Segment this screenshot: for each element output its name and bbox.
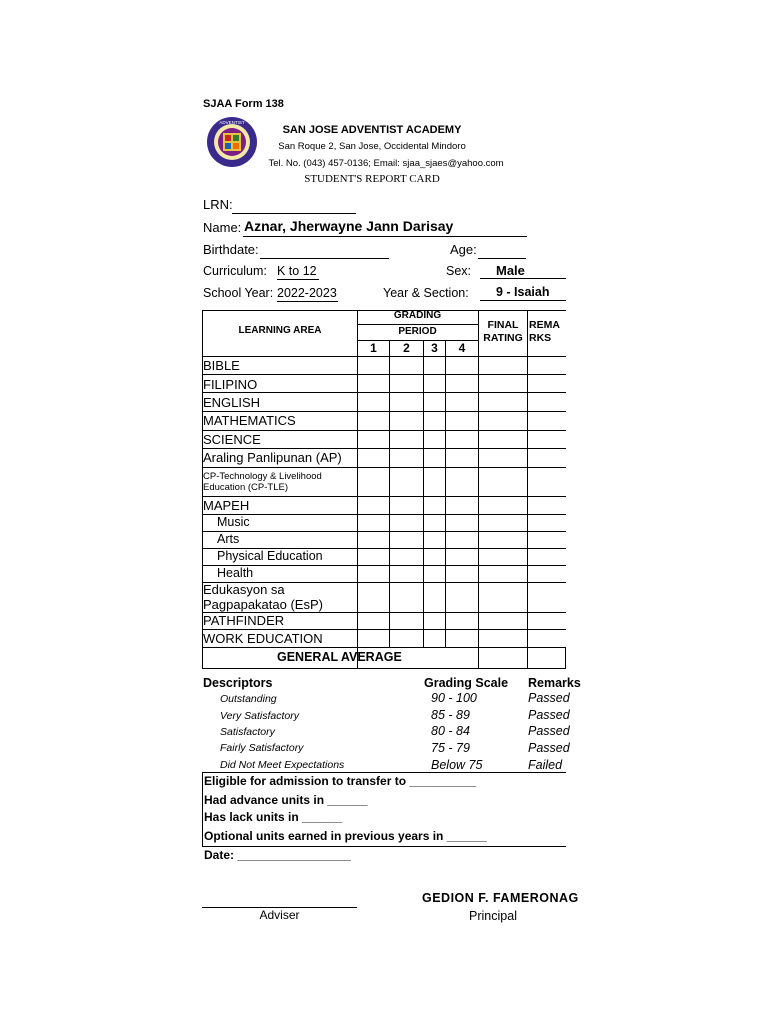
period-1-header: 1 [370, 341, 377, 355]
date-line: Date: _________________ [204, 848, 351, 862]
school-contact: Tel. No. (043) 457-0136; Email: sjaa_sjaes@yahoo.com [268, 158, 504, 169]
period-3-header: 3 [431, 341, 438, 355]
lack-units-line: Has lack units in ______ [204, 810, 343, 824]
learning-area-header: LEARNING AREA [238, 325, 322, 336]
range-fairly-satisfactory: 75 - 79 [431, 741, 470, 755]
year-section-label: Year & Section: [383, 286, 469, 300]
descriptor-very-satisfactory: Very Satisfactory [220, 710, 299, 722]
subject-health: Health [217, 566, 254, 580]
descriptor-fairly-satisfactory: Fairly Satisfactory [220, 742, 304, 754]
year-section-value: 9 - Isaiah [480, 285, 566, 301]
curriculum-value: K to 12 [277, 264, 319, 280]
period-2-header: 2 [403, 341, 410, 355]
subject-mathematics: MATHEMATICS [203, 413, 296, 428]
row-rule [202, 430, 566, 431]
footer-left-rule [202, 772, 203, 846]
form-label: SJAA Form 138 [203, 98, 284, 110]
range-outstanding: 90 - 100 [431, 691, 477, 705]
col-rule-learning-area [357, 310, 358, 668]
lrn-field [232, 198, 356, 214]
row-rule [202, 374, 566, 375]
subject-arts: Arts [217, 532, 240, 546]
svg-text:ADVENTIST: ADVENTIST [219, 120, 245, 125]
row-rule [202, 467, 566, 468]
birthdate-label: Birthdate: [203, 242, 259, 257]
sex-label: Sex: [446, 264, 472, 278]
optional-units-line: Optional units earned in previous years in ______ [204, 829, 487, 843]
range-satisfactory: 80 - 84 [431, 724, 470, 738]
row-rule [202, 531, 566, 532]
remark-did-not-meet: Failed [528, 758, 563, 772]
subject-cp-tle: CP-Technology & Livelihood Education (CP-TLE) [203, 471, 322, 493]
header-bottom-rule [202, 356, 566, 357]
range-very-satisfactory: 85 - 89 [431, 708, 470, 722]
general-average-label: GENERAL AVERAGE [277, 650, 402, 664]
col-rule-period-4 [478, 310, 479, 668]
col-rule-final-rating [527, 310, 528, 668]
col-rule-period-2 [423, 340, 424, 647]
col-rule-period-3 [445, 340, 446, 647]
range-did-not-meet: Below 75 [431, 758, 483, 772]
school-name: SAN JOSE ADVENTIST ACADEMY [282, 124, 462, 136]
row-rule [202, 629, 566, 630]
remarks-scale-header: Remarks [528, 676, 581, 690]
subject-esp: Edukasyon sa Pagpapakatao (EsP) [203, 582, 323, 612]
school-address: San Roque 2, San Jose, Occidental Mindoro [278, 141, 466, 152]
subject-science: SCIENCE [203, 432, 261, 447]
principal-name: GEDION F. FAMERONAG [422, 891, 579, 905]
adviser-label: Adviser [259, 908, 300, 922]
school-year-value: 2022-2023 [277, 286, 337, 300]
name-label: Name: [203, 220, 242, 235]
remark-fairly-satisfactory: Passed [528, 741, 570, 755]
period-header: PERIOD [398, 326, 437, 337]
final-rating-header-2: RATING [483, 332, 523, 344]
remarks-header-2: RKS [529, 332, 552, 344]
subject-english: ENGLISH [203, 395, 261, 410]
subject-music: Music [217, 515, 250, 529]
remark-outstanding: Passed [528, 691, 570, 705]
descriptors-header: Descriptors [203, 676, 273, 690]
grading-header: GRADING [393, 310, 442, 321]
final-rating-header-1: FINAL [487, 319, 519, 331]
table-border-right-end [565, 647, 566, 668]
lrn-label: LRN: [203, 197, 233, 212]
subject-filipino: FILIPINO [203, 377, 258, 392]
grading-period-rule [357, 324, 478, 325]
subject-work-education: WORK EDUCATION [203, 631, 323, 646]
footer-top-rule [202, 772, 566, 773]
row-rule [202, 565, 566, 566]
age-field [478, 243, 526, 259]
table-border-bottom [202, 668, 566, 669]
advance-units-line: Had advance units in ______ [204, 793, 368, 807]
principal-title: Principal [469, 909, 517, 923]
grading-scale-header: Grading Scale [424, 676, 509, 690]
subject-physical-education: Physical Education [217, 549, 323, 563]
descriptor-outstanding: Outstanding [220, 693, 277, 705]
subject-bible: BIBLE [203, 358, 240, 373]
birthdate-field [260, 243, 389, 259]
subject-mapeh: MAPEH [203, 498, 250, 513]
descriptor-did-not-meet: Did Not Meet Expectations [220, 759, 345, 771]
school-year-label: School Year: [203, 286, 274, 300]
general-average-rule [202, 647, 566, 648]
col-rule-period-1 [389, 340, 390, 647]
row-rule [202, 514, 566, 515]
eligible-line: Eligible for admission to transfer to __________ [204, 774, 477, 788]
row-rule [202, 411, 566, 412]
remark-very-satisfactory: Passed [528, 708, 570, 722]
remarks-header-1: REMA [529, 319, 560, 331]
remark-satisfactory: Passed [528, 724, 570, 738]
row-rule [202, 392, 566, 393]
row-rule [202, 496, 566, 497]
row-rule [202, 448, 566, 449]
subject-pathfinder: PATHFINDER [203, 613, 285, 628]
document-title: STUDENT'S REPORT CARD [304, 173, 440, 185]
sex-value: Male [480, 263, 566, 279]
descriptor-satisfactory: Satisfactory [220, 726, 275, 738]
footer-bottom-rule [202, 846, 566, 847]
subject-araling-panlipunan: Araling Panlipunan (AP) [203, 450, 342, 465]
age-label: Age: [450, 242, 477, 257]
period-4-header: 4 [458, 341, 466, 355]
curriculum-label: Curriculum: [203, 264, 267, 278]
student-name: Aznar, Jherwayne Jann Darisay [243, 218, 527, 237]
